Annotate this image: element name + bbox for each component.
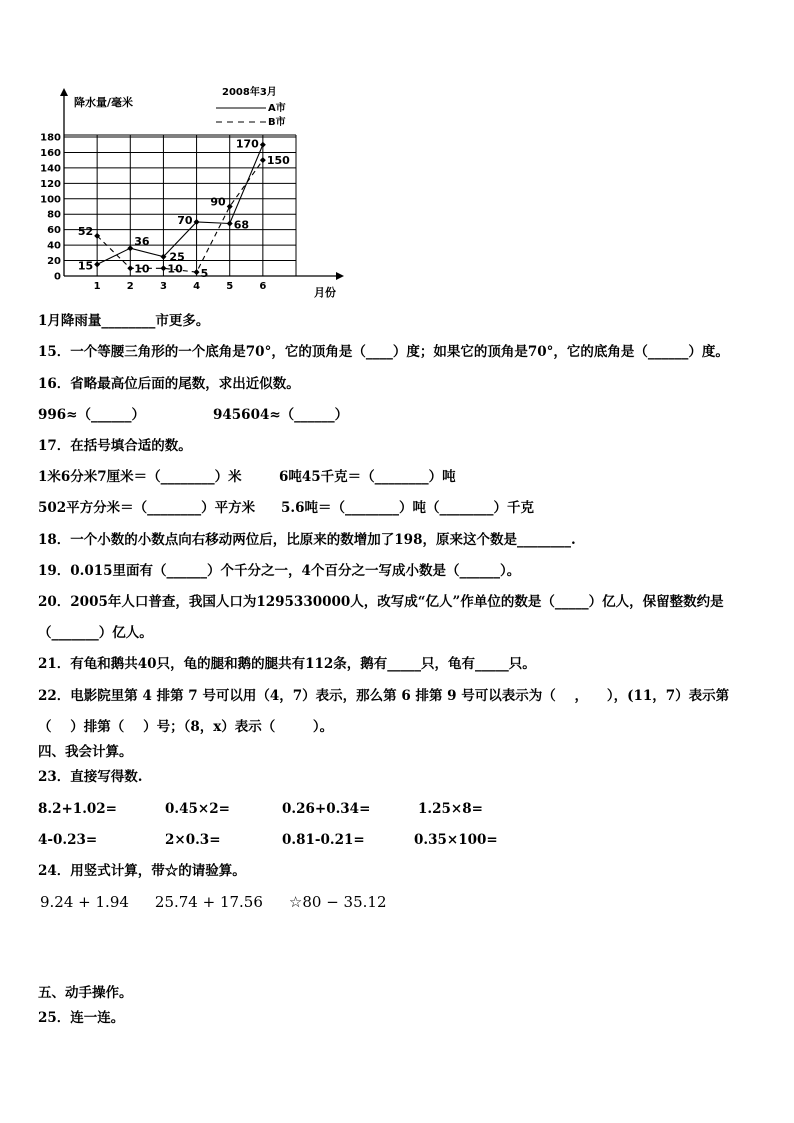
chart-grid	[60, 88, 344, 280]
q23-r1-c3: 0.26+0.34=	[282, 801, 371, 817]
y-tick-label: 60	[47, 225, 61, 237]
y-tick-label: 20	[47, 256, 61, 268]
legend-label-b: B市	[268, 117, 286, 128]
data-point	[260, 157, 266, 163]
data-label: 70	[177, 213, 193, 227]
q19-text: 19．0.015里面有（______）个千分之一，4个百分之一写成小数是（______）。	[38, 563, 521, 579]
q25-text: 25．连一连。	[38, 1010, 125, 1026]
data-label: 52	[77, 224, 94, 238]
q24-expr-3: ☆80 − 35.12	[288, 893, 387, 911]
q17-item-b: 6吨45千克＝（________）吨	[279, 469, 456, 485]
data-point	[127, 245, 133, 251]
q20-text-2: （_______）亿人。	[38, 625, 153, 641]
y-tick-label: 0	[54, 271, 61, 283]
data-label: 15	[77, 259, 94, 273]
data-point	[160, 265, 166, 271]
q24-expr-1: 9.24 + 1.94	[40, 893, 129, 911]
q23-r1-c4: 1.25×8=	[418, 801, 483, 817]
x-tick-label: 3	[159, 281, 167, 292]
q23-r2-c1: 4-0.23=	[38, 832, 98, 848]
q17-item-d: 5.6吨＝（________）吨（________）千克	[281, 500, 534, 516]
q17-text: 17．在括号填合适的数。	[38, 438, 192, 454]
data-point	[260, 142, 266, 148]
data-label: 10	[167, 262, 183, 276]
q22-text-1: 22．电影院里第 4 排第 7 号可以用（4，7）表示，那么第 6 排第 9 号可以表示为（ ， ），(11，7）表示第	[38, 688, 730, 704]
chart-svg	[28, 80, 358, 300]
q16-item-a: 996≈（______）	[38, 407, 145, 423]
series-line-a	[97, 145, 263, 265]
q23-r1-c1: 8.2+1.02=	[38, 801, 117, 817]
x-tick-label: 6	[259, 281, 267, 292]
y-tick-label: 100	[40, 194, 61, 206]
y-tick-label: 140	[40, 163, 61, 175]
chart-series	[78, 138, 290, 280]
q15-text: 15．一个等腰三角形的一个底角是70°，它的顶角是（____）度；如果它的顶角是70°，它的底角是（______）度。	[38, 344, 729, 360]
y-tick-label: 180	[40, 132, 61, 144]
q17-item-c: 502平方分米＝（________）平方米	[38, 500, 256, 516]
y-tick-label: 160	[40, 147, 61, 159]
data-label: 68	[233, 218, 250, 232]
y-tick-label: 120	[40, 178, 61, 190]
q14-text: 1月降雨量________市更多。	[38, 313, 210, 329]
q22-text-2: （ ）排第（ ）号；（8，x）表示（ ）。	[38, 719, 334, 735]
chart-ylabel: 降水量/毫米	[74, 96, 134, 109]
data-label: 25	[169, 250, 185, 264]
data-label: 5	[200, 267, 209, 281]
q23-r2-c3: 0.81-0.21=	[282, 832, 365, 848]
section-4-heading: 四、我会计算。	[38, 744, 133, 760]
data-point	[194, 269, 200, 275]
q24-expressions	[40, 893, 413, 911]
q20-text-1: 20．2005年人口普查，我国人口为1295330000人，改写成“亿人”作单位的数是（_____）亿人，保留整数约是	[38, 594, 724, 610]
x-tick-label: 2	[126, 281, 134, 292]
q24-expr-2: 25.74 + 17.56	[154, 893, 263, 911]
data-label: 10	[134, 262, 150, 276]
x-axis-arrow	[336, 272, 344, 280]
q23-r2-c2: 2×0.3=	[165, 832, 221, 848]
data-point	[127, 265, 133, 271]
chart-ticks	[40, 133, 266, 293]
legend-label-a: A市	[268, 103, 286, 114]
chart-title: 2008年3月	[222, 87, 277, 98]
data-label: 170	[235, 137, 259, 151]
chart-xlabel: 月份	[314, 286, 336, 299]
rainfall-line-chart	[28, 80, 358, 300]
q16-item-b: 945604≈（______）	[213, 407, 349, 423]
data-label: 36	[134, 235, 150, 249]
section-5-heading: 五、动手操作。	[38, 985, 133, 1001]
data-point	[227, 220, 233, 226]
q21-text: 21．有龟和鹅共40只，龟的腿和鹅的腿共有112条，鹅有_____只，龟有_____只。	[38, 656, 536, 672]
q24-text: 24．用竖式计算，带☆的请验算。	[38, 863, 246, 879]
q23-text: 23．直接写得数.	[38, 769, 143, 785]
q18-text: 18．一个小数的小数点向右移动两位后，比原来的数增加了198，原来这个数是________.	[38, 532, 576, 548]
q23-r1-c2: 0.45×2=	[165, 801, 230, 817]
q17-item-a: 1米6分米7厘米＝（________）米	[38, 469, 242, 485]
data-point	[94, 261, 100, 267]
y-tick-label: 40	[47, 240, 61, 252]
x-tick-label: 1	[93, 281, 101, 292]
data-label: 90	[210, 195, 226, 209]
x-tick-label: 4	[193, 281, 201, 292]
y-tick-label: 80	[47, 209, 61, 221]
y-axis-arrow	[60, 88, 68, 96]
q16-text: 16．省略最高位后面的尾数，求出近似数。	[38, 376, 300, 392]
data-label: 150	[266, 154, 290, 168]
q23-r2-c4: 0.35×100=	[414, 832, 498, 848]
x-tick-label: 5	[226, 281, 234, 292]
